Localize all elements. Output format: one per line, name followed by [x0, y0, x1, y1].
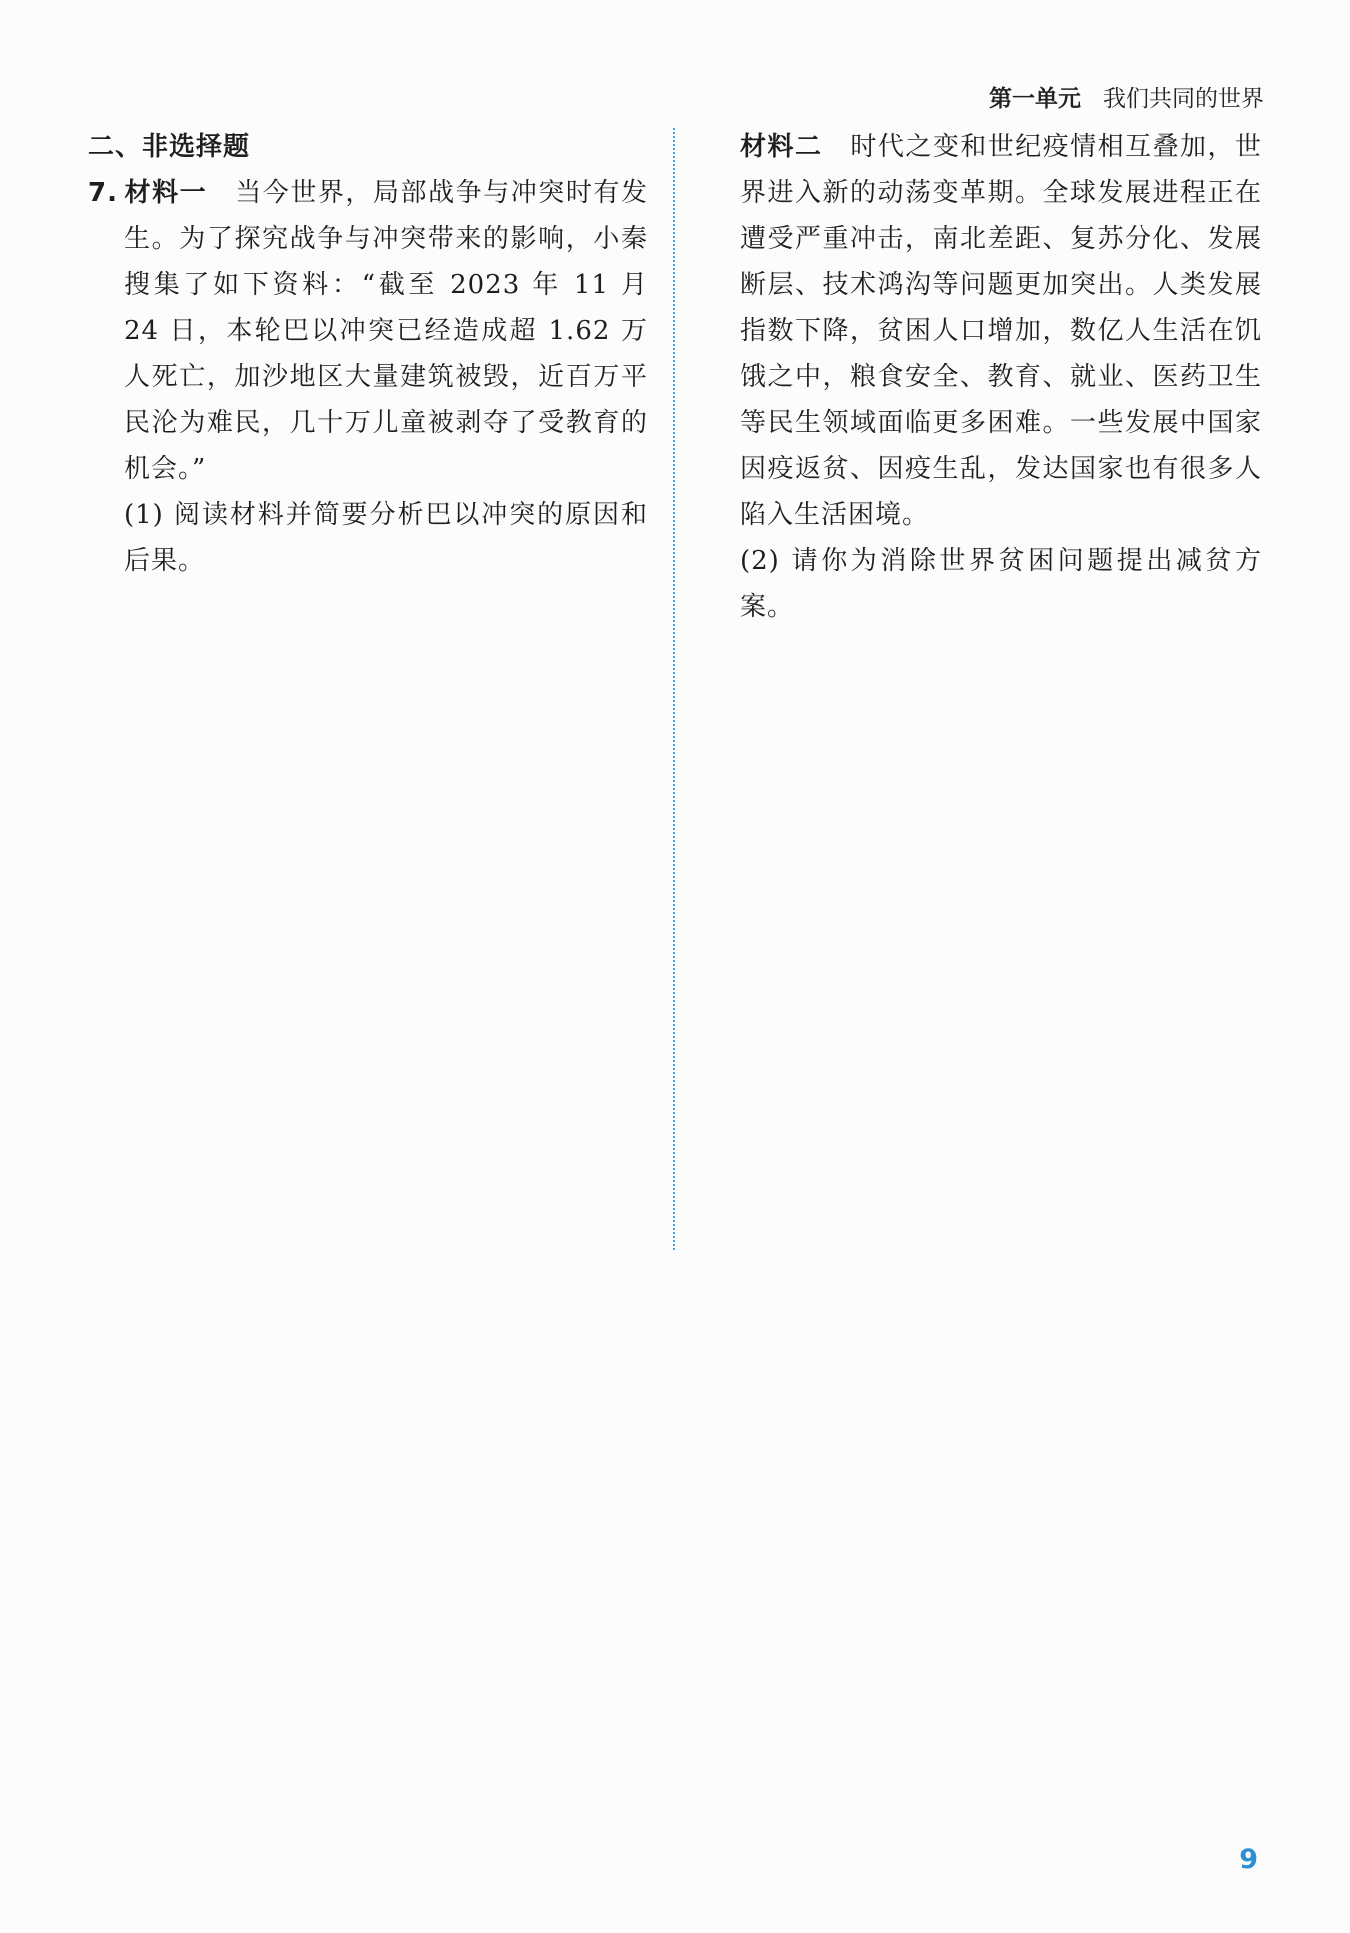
- question-7-material-1: [88, 170, 648, 492]
- running-header: [989, 80, 1264, 113]
- page-number: 9: [1239, 1844, 1258, 1875]
- material-2-label: 材料二: [740, 132, 823, 162]
- section-title: 二、非选择题: [88, 132, 251, 162]
- right-column: [740, 124, 1262, 630]
- column-divider: [673, 128, 675, 1250]
- sub-question-1: (1) 阅读材料并简要分析巴以冲突的原因和后果。: [124, 500, 648, 576]
- question-number: 7.: [88, 178, 118, 208]
- sub-question-2: (2) 请你为消除世界贫困问题提出减贫方案。: [740, 546, 1262, 622]
- unit-label: 第一单元: [989, 86, 1081, 112]
- material-2-text: 时代之变和世纪疫情相互叠加，世界进入新的动荡变革期。全球发展进程正在遭受严重冲击，南北差距、复苏分化、发展断层、技术鸿沟等问题更加突出。人类发展指数下降，贫困人口增加，数亿人生活在饥饿之中，粮食安全、教育、就业、医药卫生等民生领域面临更多困难。一些发展中国家因疫返贫、因疫生乱，发达国家也有很多人陷入生活困境。: [740, 132, 1262, 530]
- unit-title: 我们共同的世界: [1103, 86, 1264, 112]
- material-1-text: 当今世界，局部战争与冲突时有发生。为了探究战争与冲突带来的影响，小秦搜集了如下资料：“截至 2023 年 11 月 24 日，本轮巴以冲突已经造成超 1.62 万人死亡，加沙地区大量建筑被毁，近百万平民沦为难民，几十万儿童被剥夺了受教育的机会。”: [124, 178, 648, 484]
- left-column: [88, 124, 648, 584]
- material-1-label: 材料一: [124, 178, 208, 208]
- question-7-material-2: [740, 124, 1262, 538]
